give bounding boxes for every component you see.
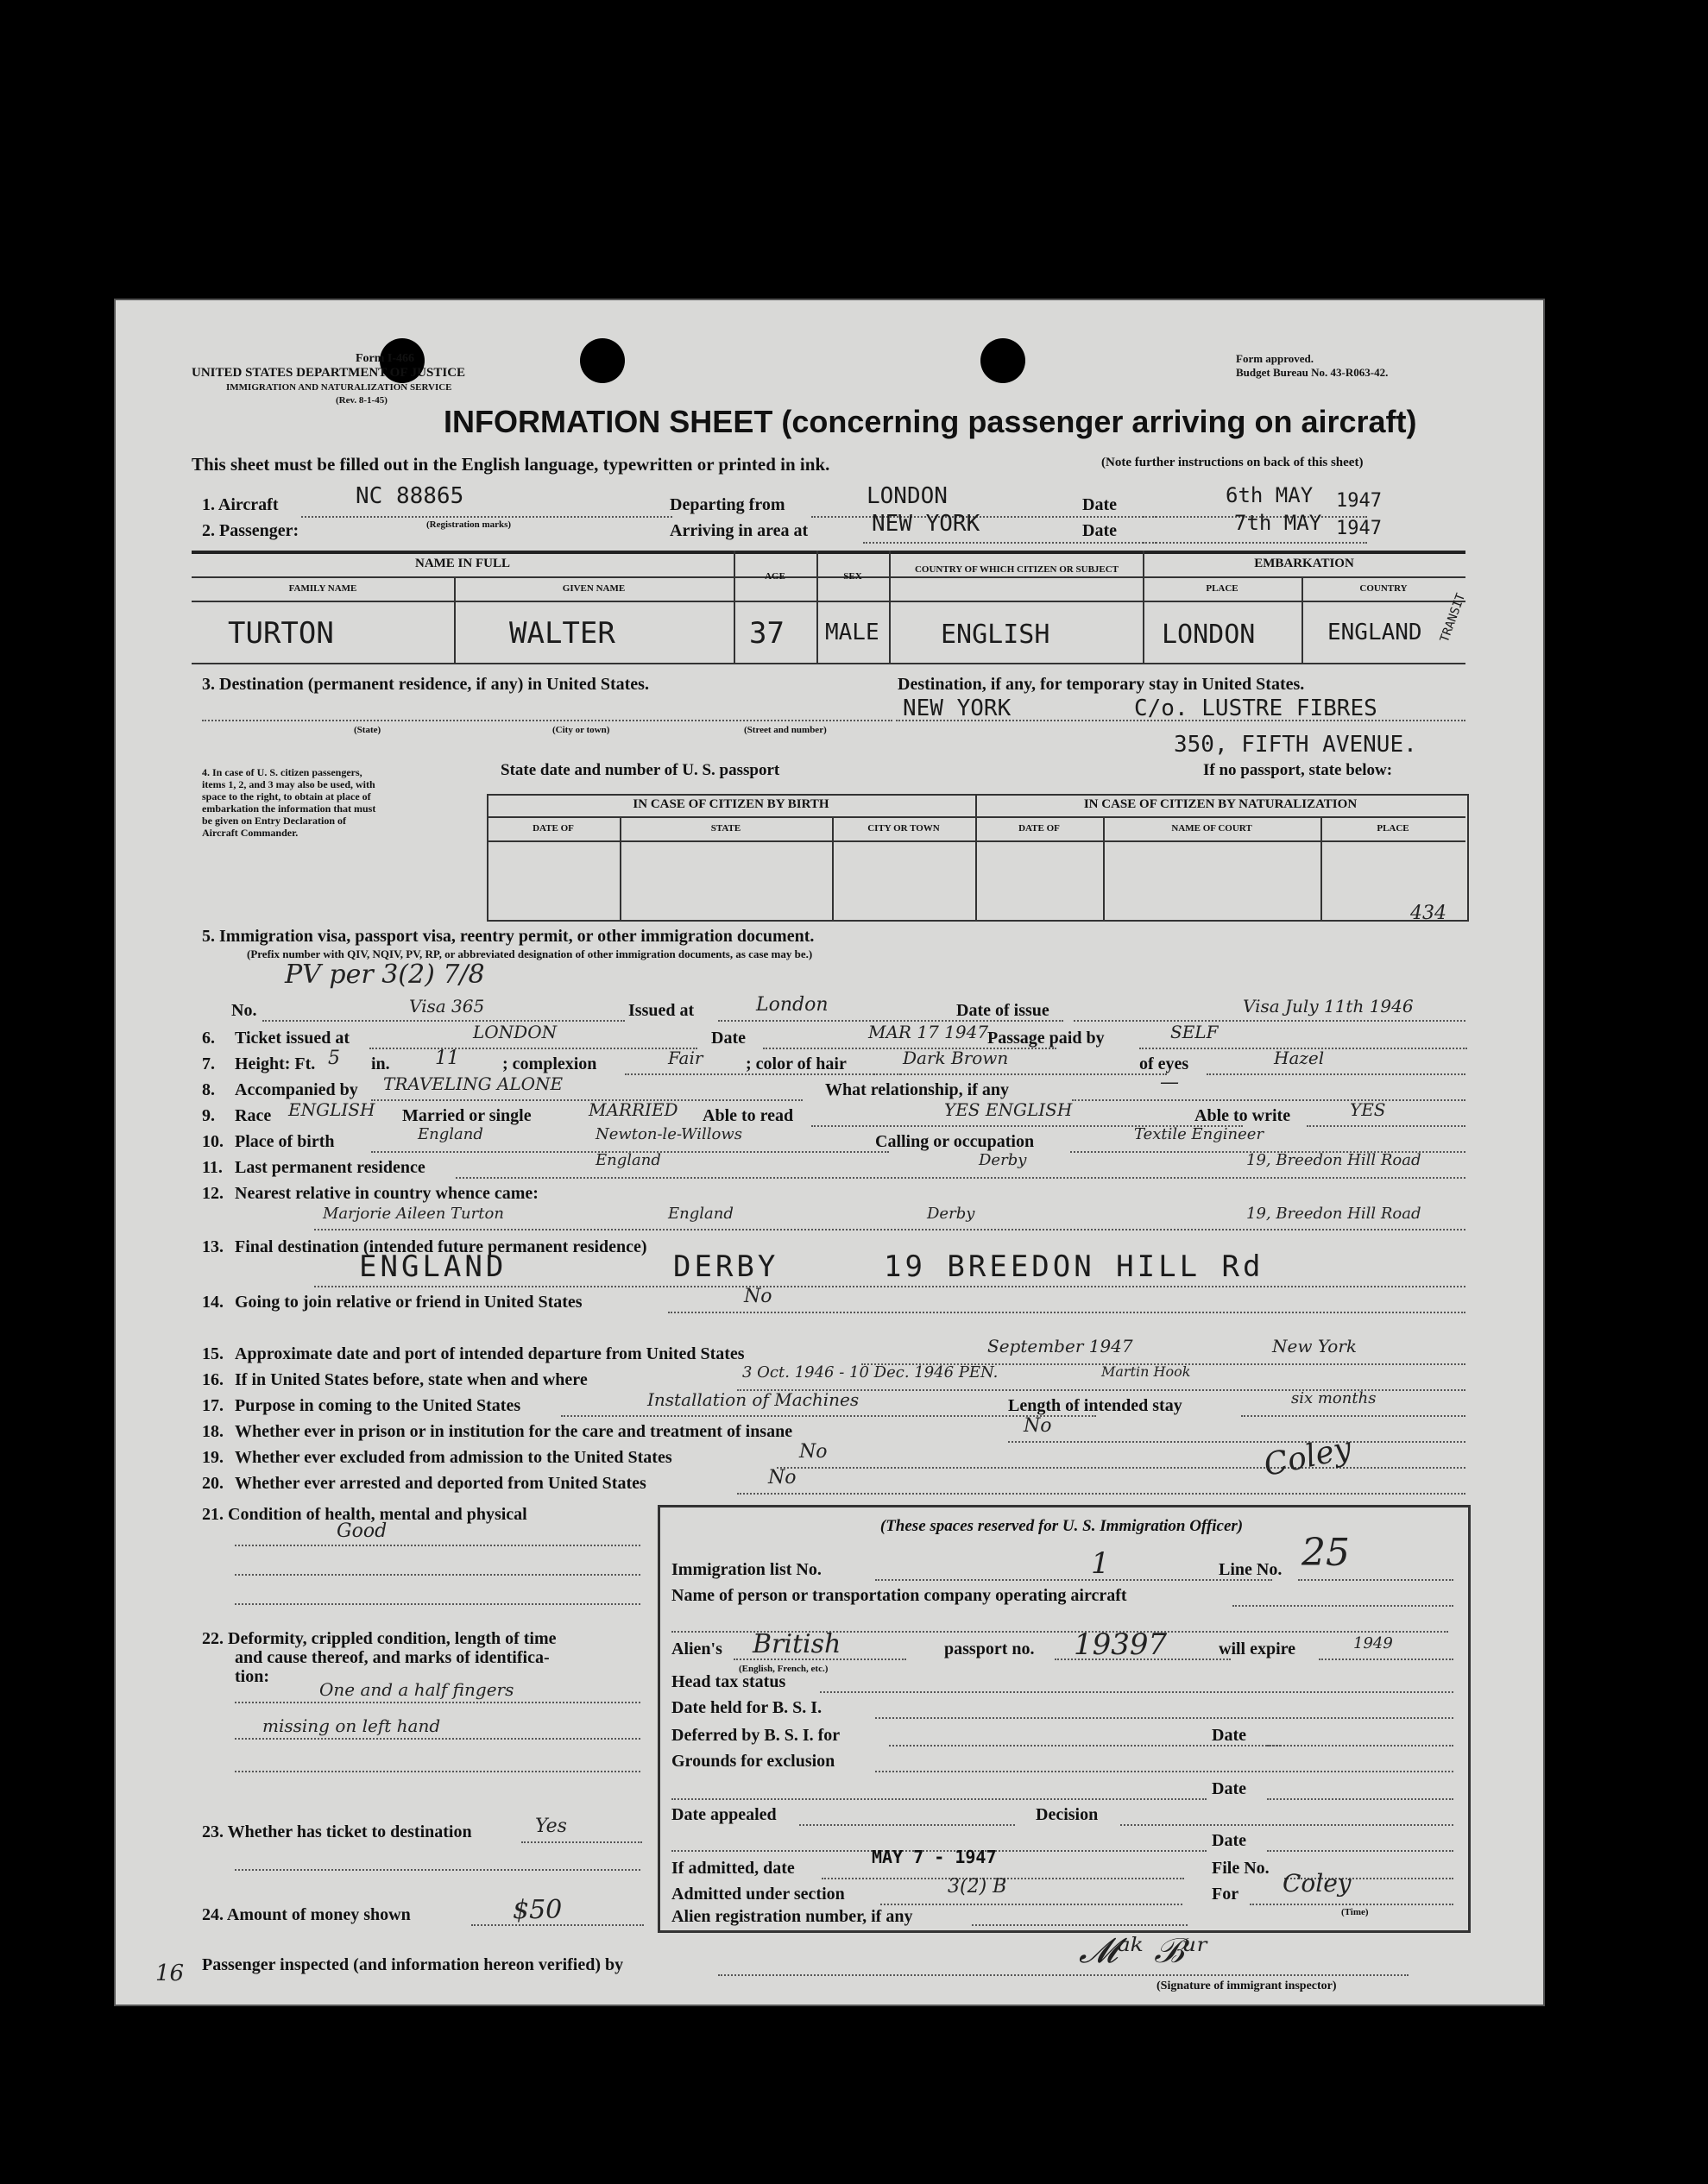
age-header: AGE <box>765 571 785 582</box>
caption-street: (Street and number) <box>744 725 827 735</box>
decision-date-label: Date <box>1212 1831 1246 1850</box>
marital-value[interactable]: MARRIED <box>589 1099 678 1120</box>
held-label: Date held for B. S. I. <box>671 1698 822 1717</box>
line-no-value[interactable]: 25 <box>1301 1531 1350 1575</box>
nat-place-header: PLACE <box>1377 823 1409 834</box>
relative-name[interactable]: Marjorie Aileen Turton <box>323 1205 504 1223</box>
departure-date[interactable]: 6th MAY <box>1226 483 1314 507</box>
under-section-label: Admitted under section <box>671 1885 845 1904</box>
caption-state: (State) <box>354 725 381 735</box>
form-approved: Form approved. <box>1236 352 1314 365</box>
signature-caption: (Signature of immigrant inspector) <box>1157 1979 1337 1992</box>
line-14-number: 14. <box>202 1293 224 1312</box>
relationship-value[interactable]: — <box>1160 1072 1179 1093</box>
height-label: Height: Ft. <box>235 1054 316 1073</box>
birth-city-value[interactable]: Newton-le-Willows <box>596 1125 742 1143</box>
join-relative-label: Going to join relative or friend in United States <box>235 1293 583 1312</box>
last-residence-city[interactable]: Derby <box>979 1151 1027 1169</box>
decision-label: Decision <box>1036 1805 1099 1824</box>
birthplace-label: Place of birth <box>235 1132 335 1151</box>
relative-country[interactable]: England <box>668 1205 734 1223</box>
corner-number: 434 <box>1410 903 1446 924</box>
last-residence-street[interactable]: 19, Breedon Hill Road <box>1246 1151 1421 1169</box>
ticket-issued-value[interactable]: LONDON <box>473 1022 558 1042</box>
accompanied-value[interactable]: TRAVELING ALONE <box>383 1073 564 1094</box>
instruction: This sheet must be filled out in the English language, typewritten or printed in ink. <box>192 454 830 475</box>
relationship-label: What relationship, if any <box>825 1080 1009 1099</box>
page-title: INFORMATION SHEET (concerning passenger arriving on aircraft) <box>444 404 1417 439</box>
family-name-value[interactable]: TURTON <box>228 616 334 651</box>
under-section-value[interactable]: 3(2) B <box>948 1876 1007 1898</box>
doc-number-label: No. <box>231 1001 257 1020</box>
issue-date-value[interactable]: Visa July 11th 1946 <box>1243 996 1414 1016</box>
deformity-value-2[interactable]: missing on left hand <box>262 1715 441 1736</box>
admitted-date-label: If admitted, date <box>671 1859 795 1878</box>
hair-value[interactable]: Dark Brown <box>903 1048 1009 1068</box>
revision: (Rev. 8-1-45) <box>336 395 388 406</box>
nat-date-header: DATE OF <box>1018 823 1060 834</box>
temp-destination-care-of[interactable]: C/o. LUSTRE FIBRES <box>1134 695 1377 721</box>
departing-value[interactable]: LONDON <box>867 483 948 509</box>
given-name-value[interactable]: WALTER <box>509 616 615 651</box>
complexion-value[interactable]: Fair <box>668 1048 703 1068</box>
passport-no-label: passport no. <box>944 1640 1035 1658</box>
line-20-number: 20. <box>202 1474 224 1493</box>
occupation-label: Calling or occupation <box>875 1132 1035 1151</box>
hair-label: ; color of hair <box>746 1054 847 1073</box>
aliens-value[interactable]: British <box>753 1629 841 1659</box>
relative-street[interactable]: 19, Breedon Hill Road <box>1246 1205 1421 1223</box>
line-no-label: Line No. <box>1219 1560 1283 1579</box>
for-label: For <box>1212 1885 1239 1904</box>
expire-label: will expire <box>1219 1640 1296 1658</box>
height-ft-value[interactable]: 5 <box>328 1048 340 1069</box>
budget-number: Budget Bureau No. 43-R063-42. <box>1236 366 1389 379</box>
purpose-value[interactable]: Installation of Machines <box>647 1389 860 1410</box>
prison-label: Whether ever in prison or in institution for the care and treatment of insane <box>235 1422 793 1441</box>
place-header: PLACE <box>1206 583 1238 594</box>
eyes-value[interactable]: Hazel <box>1274 1048 1325 1068</box>
given-name-header: GIVEN NAME <box>562 583 626 594</box>
ticket-destination-value[interactable]: Yes <box>535 1816 567 1837</box>
deferred-date-label: Date <box>1212 1726 1246 1745</box>
immigration-doc-label: 5. Immigration visa, passport visa, reentry permit, or other immigration document. <box>202 927 815 946</box>
line-16-number: 16. <box>202 1370 224 1389</box>
excluded-value[interactable]: No <box>799 1441 828 1463</box>
passage-paid-label: Passage paid by <box>987 1029 1105 1048</box>
prior-visit-dates[interactable]: 3 Oct. 1946 - 10 Dec. 1946 PEN. <box>742 1363 999 1382</box>
for-value[interactable]: Coley <box>1283 1869 1352 1898</box>
aliens-caption: (English, French, etc.) <box>739 1664 829 1674</box>
temp-destination-label: Destination, if any, for temporary stay in United States. <box>898 675 1305 694</box>
citizen-note: 4. In case of U. S. citizen passengers, items 1, 2, and 3 may also be used, with space to the right, to obtain at place of embarkation the information that must be given on Entry Declaration of Aircraft Commander. <box>202 766 376 839</box>
excluded-label: Whether ever excluded from admission to the United States <box>235 1448 672 1467</box>
deported-value[interactable]: No <box>768 1467 797 1489</box>
ticket-date-value[interactable]: MAR 17 1947 <box>868 1022 989 1042</box>
admission-stamp: MAY 7 - 1947 <box>872 1847 997 1867</box>
line-15-number: 15. <box>202 1344 224 1363</box>
eyes-label: of eyes <box>1139 1054 1189 1073</box>
prefix-note: (Prefix number with QIV, NQIV, PV, RP, or abbreviated designation of other immigration documents, as case may be.) <box>247 947 813 960</box>
line-11-number: 11. <box>202 1158 223 1177</box>
birth-state-header: STATE <box>710 823 741 834</box>
prior-visit-place[interactable]: Martin Hook <box>1101 1363 1191 1380</box>
line-17-number: 17. <box>202 1396 224 1415</box>
grounds-label: Grounds for exclusion <box>671 1752 835 1771</box>
marital-label: Married or single <box>402 1106 532 1125</box>
caption-city: (City or town) <box>552 725 610 735</box>
passage-paid-value[interactable]: SELF <box>1170 1022 1219 1042</box>
arriving-value[interactable]: NEW YORK <box>872 511 980 537</box>
transit-stamp: TRANSIT <box>1437 591 1469 645</box>
stay-length-label: Length of intended stay <box>1008 1396 1182 1415</box>
relative-label: Nearest relative in country whence came: <box>235 1184 539 1203</box>
birth-country-value[interactable]: England <box>418 1125 483 1143</box>
purpose-label: Purpose in coming to the United States <box>235 1396 521 1415</box>
final-destination-country[interactable]: ENGLAND <box>359 1249 507 1284</box>
inspector-signature: 𝓜ᵃᵏ ℬᵘʳ <box>1079 1931 1209 1971</box>
list-no-label: Immigration list No. <box>671 1560 822 1579</box>
prior-visit-label: If in United States before, state when and where <box>235 1370 588 1389</box>
occupation-value[interactable]: Textile Engineer <box>1134 1125 1264 1143</box>
official-heading: (These spaces reserved for U. S. Immigration Officer) <box>879 1517 1244 1535</box>
sex-header: SEX <box>843 571 862 582</box>
accompanied-label: Accompanied by <box>235 1080 358 1099</box>
money-label: 24. Amount of money shown <box>202 1905 411 1924</box>
relative-city[interactable]: Derby <box>927 1205 975 1223</box>
issued-at-value[interactable]: London <box>756 994 829 1016</box>
passenger-label: 2. Passenger: <box>202 521 299 540</box>
prison-value[interactable]: No <box>1024 1415 1052 1437</box>
file-no-label: File No. <box>1212 1859 1270 1878</box>
line-13-number: 13. <box>202 1237 224 1256</box>
departure-year[interactable]: 1947 <box>1336 490 1382 512</box>
embark-country-value[interactable]: ENGLAND <box>1327 620 1422 645</box>
passport-label: State date and number of U. S. passport <box>501 761 780 779</box>
line-12-number: 12. <box>202 1184 224 1203</box>
deformity-label-1: 22. Deformity, crippled condition, length of time <box>202 1629 557 1648</box>
embark-place-value[interactable]: LONDON <box>1162 620 1256 650</box>
aircraft-label: 1. Aircraft <box>202 495 279 514</box>
ticket-destination-label: 23. Whether has ticket to destination <box>202 1822 472 1841</box>
race-value[interactable]: ENGLISH <box>288 1099 375 1120</box>
by-birth-header: IN CASE OF CITIZEN BY BIRTH <box>633 797 829 811</box>
no-passport-label: If no passport, state below: <box>1203 761 1393 779</box>
appealed-label: Date appealed <box>671 1805 777 1824</box>
pv-annotation: PV per 3(2) 7/8 <box>285 960 485 990</box>
country-header: COUNTRY <box>1359 583 1408 594</box>
last-residence-country[interactable]: England <box>596 1151 661 1169</box>
line-19-number: 19. <box>202 1448 224 1467</box>
temp-destination-city[interactable]: NEW YORK <box>903 695 1012 721</box>
registration-caption: (Registration marks) <box>426 519 512 530</box>
destination-label: 3. Destination (permanent residence, if any) in United States. <box>202 675 649 694</box>
line-8-number: 8. <box>202 1080 215 1099</box>
alien-reg-label: Alien registration number, if any <box>671 1907 913 1926</box>
head-tax-label: Head tax status <box>671 1672 786 1691</box>
embarkation-header: EMBARKATION <box>1254 557 1354 570</box>
list-no-value[interactable]: 1 <box>1091 1546 1110 1581</box>
date-label: Date <box>1082 495 1117 514</box>
line-9-number: 9. <box>202 1106 215 1125</box>
sex-value[interactable]: MALE <box>825 620 879 645</box>
deferred-label: Deferred by B. S. I. for <box>671 1726 841 1745</box>
arrival-year[interactable]: 1947 <box>1336 518 1382 539</box>
departure-intent-label: Approximate date and port of intended departure from United States <box>235 1344 745 1363</box>
line-6-number: 6. <box>202 1029 215 1048</box>
name-in-full-header: NAME IN FULL <box>414 557 510 570</box>
citizen-header: COUNTRY OF WHICH CITIZEN OR SUBJECT <box>914 564 1119 575</box>
departure-intent-date[interactable]: September 1947 <box>987 1336 1133 1356</box>
arriving-label: Arriving in area at <box>670 521 809 540</box>
doc-number-value[interactable]: Visa 365 <box>409 996 485 1016</box>
birth-date-header: DATE OF <box>533 823 574 834</box>
age-value[interactable]: 37 <box>749 616 785 651</box>
form-number: Form I-466 <box>356 352 415 365</box>
height-in-value[interactable]: 11 <box>435 1048 459 1069</box>
temp-destination-street[interactable]: 350, FIFTH AVENUE. <box>1174 732 1417 758</box>
arrival-date[interactable]: 7th MAY <box>1234 511 1322 535</box>
issue-date-label: Date of issue <box>956 1001 1049 1020</box>
punch-hole <box>980 338 1025 383</box>
stay-length-value[interactable]: six months <box>1291 1389 1377 1407</box>
line-10-number: 10. <box>202 1132 224 1151</box>
final-destination-label: Final destination (intended future permanent residence) <box>235 1237 647 1256</box>
inspected-label: Passenger inspected (and information hereon verified) by <box>202 1955 624 1974</box>
agency-subline: IMMIGRATION AND NATURALIZATION SERVICE <box>226 382 452 393</box>
read-label: Able to read <box>703 1106 794 1125</box>
complexion-label: ; complexion <box>502 1054 597 1073</box>
ticket-date-label: Date <box>711 1029 746 1048</box>
ticket-issued-label: Ticket issued at <box>235 1029 350 1048</box>
side-initials: Coley <box>1260 1430 1355 1484</box>
information-sheet <box>116 300 1543 2005</box>
deformity-value-1[interactable]: One and a half fingers <box>319 1679 514 1700</box>
aliens-label: Alien's <box>671 1640 722 1658</box>
deformity-label-2: and cause thereof, and marks of identifica- <box>235 1648 550 1667</box>
punch-hole <box>580 338 625 383</box>
final-destination-street[interactable]: 19 BREEDON HILL Rd <box>884 1249 1264 1284</box>
aircraft-value[interactable]: NC 88865 <box>356 483 464 509</box>
line-18-number: 18. <box>202 1422 224 1441</box>
birth-city-header: CITY OR TOWN <box>867 823 940 834</box>
exclusion-date-label: Date <box>1212 1779 1246 1798</box>
write-label: Able to write <box>1194 1106 1291 1125</box>
family-name-header: FAMILY NAME <box>288 583 357 594</box>
agency-line: UNITED STATES DEPARTMENT OF JUSTICE <box>192 366 466 380</box>
health-label: 21. Condition of health, mental and physical <box>202 1505 527 1524</box>
court-header: NAME OF COURT <box>1171 823 1252 834</box>
deported-label: Whether ever arrested and deported from United States <box>235 1474 646 1493</box>
deformity-label-3: tion: <box>235 1667 269 1686</box>
write-value[interactable]: YES <box>1350 1099 1386 1120</box>
time-caption: (Time) <box>1341 1907 1369 1917</box>
margin-number: 16 <box>155 1961 185 1986</box>
expire-value[interactable]: 1949 <box>1353 1634 1393 1652</box>
departure-intent-port[interactable]: New York <box>1272 1336 1357 1356</box>
by-naturalization-header: IN CASE OF CITIZEN BY NATURALIZATION <box>1083 797 1358 811</box>
issued-at-label: Issued at <box>628 1001 695 1020</box>
line-7-number: 7. <box>202 1054 215 1073</box>
note: (Note further instructions on back of this sheet) <box>1101 456 1364 469</box>
height-in-label: in. <box>371 1054 390 1073</box>
race-label: Race <box>235 1106 272 1125</box>
health-value[interactable]: Good <box>337 1520 388 1542</box>
last-residence-label: Last permanent residence <box>235 1158 425 1177</box>
operator-label: Name of person or transportation company operating aircraft <box>671 1586 1127 1605</box>
departing-label: Departing from <box>670 495 785 514</box>
money-value[interactable]: $50 <box>513 1895 563 1925</box>
passport-no-value[interactable]: 19397 <box>1074 1627 1168 1662</box>
citizen-value[interactable]: ENGLISH <box>941 620 1050 650</box>
arrival-date-label: Date <box>1082 521 1117 540</box>
join-relative-value[interactable]: No <box>744 1286 772 1307</box>
read-value[interactable]: YES ENGLISH <box>944 1099 1073 1120</box>
final-destination-city[interactable]: DERBY <box>673 1249 779 1284</box>
